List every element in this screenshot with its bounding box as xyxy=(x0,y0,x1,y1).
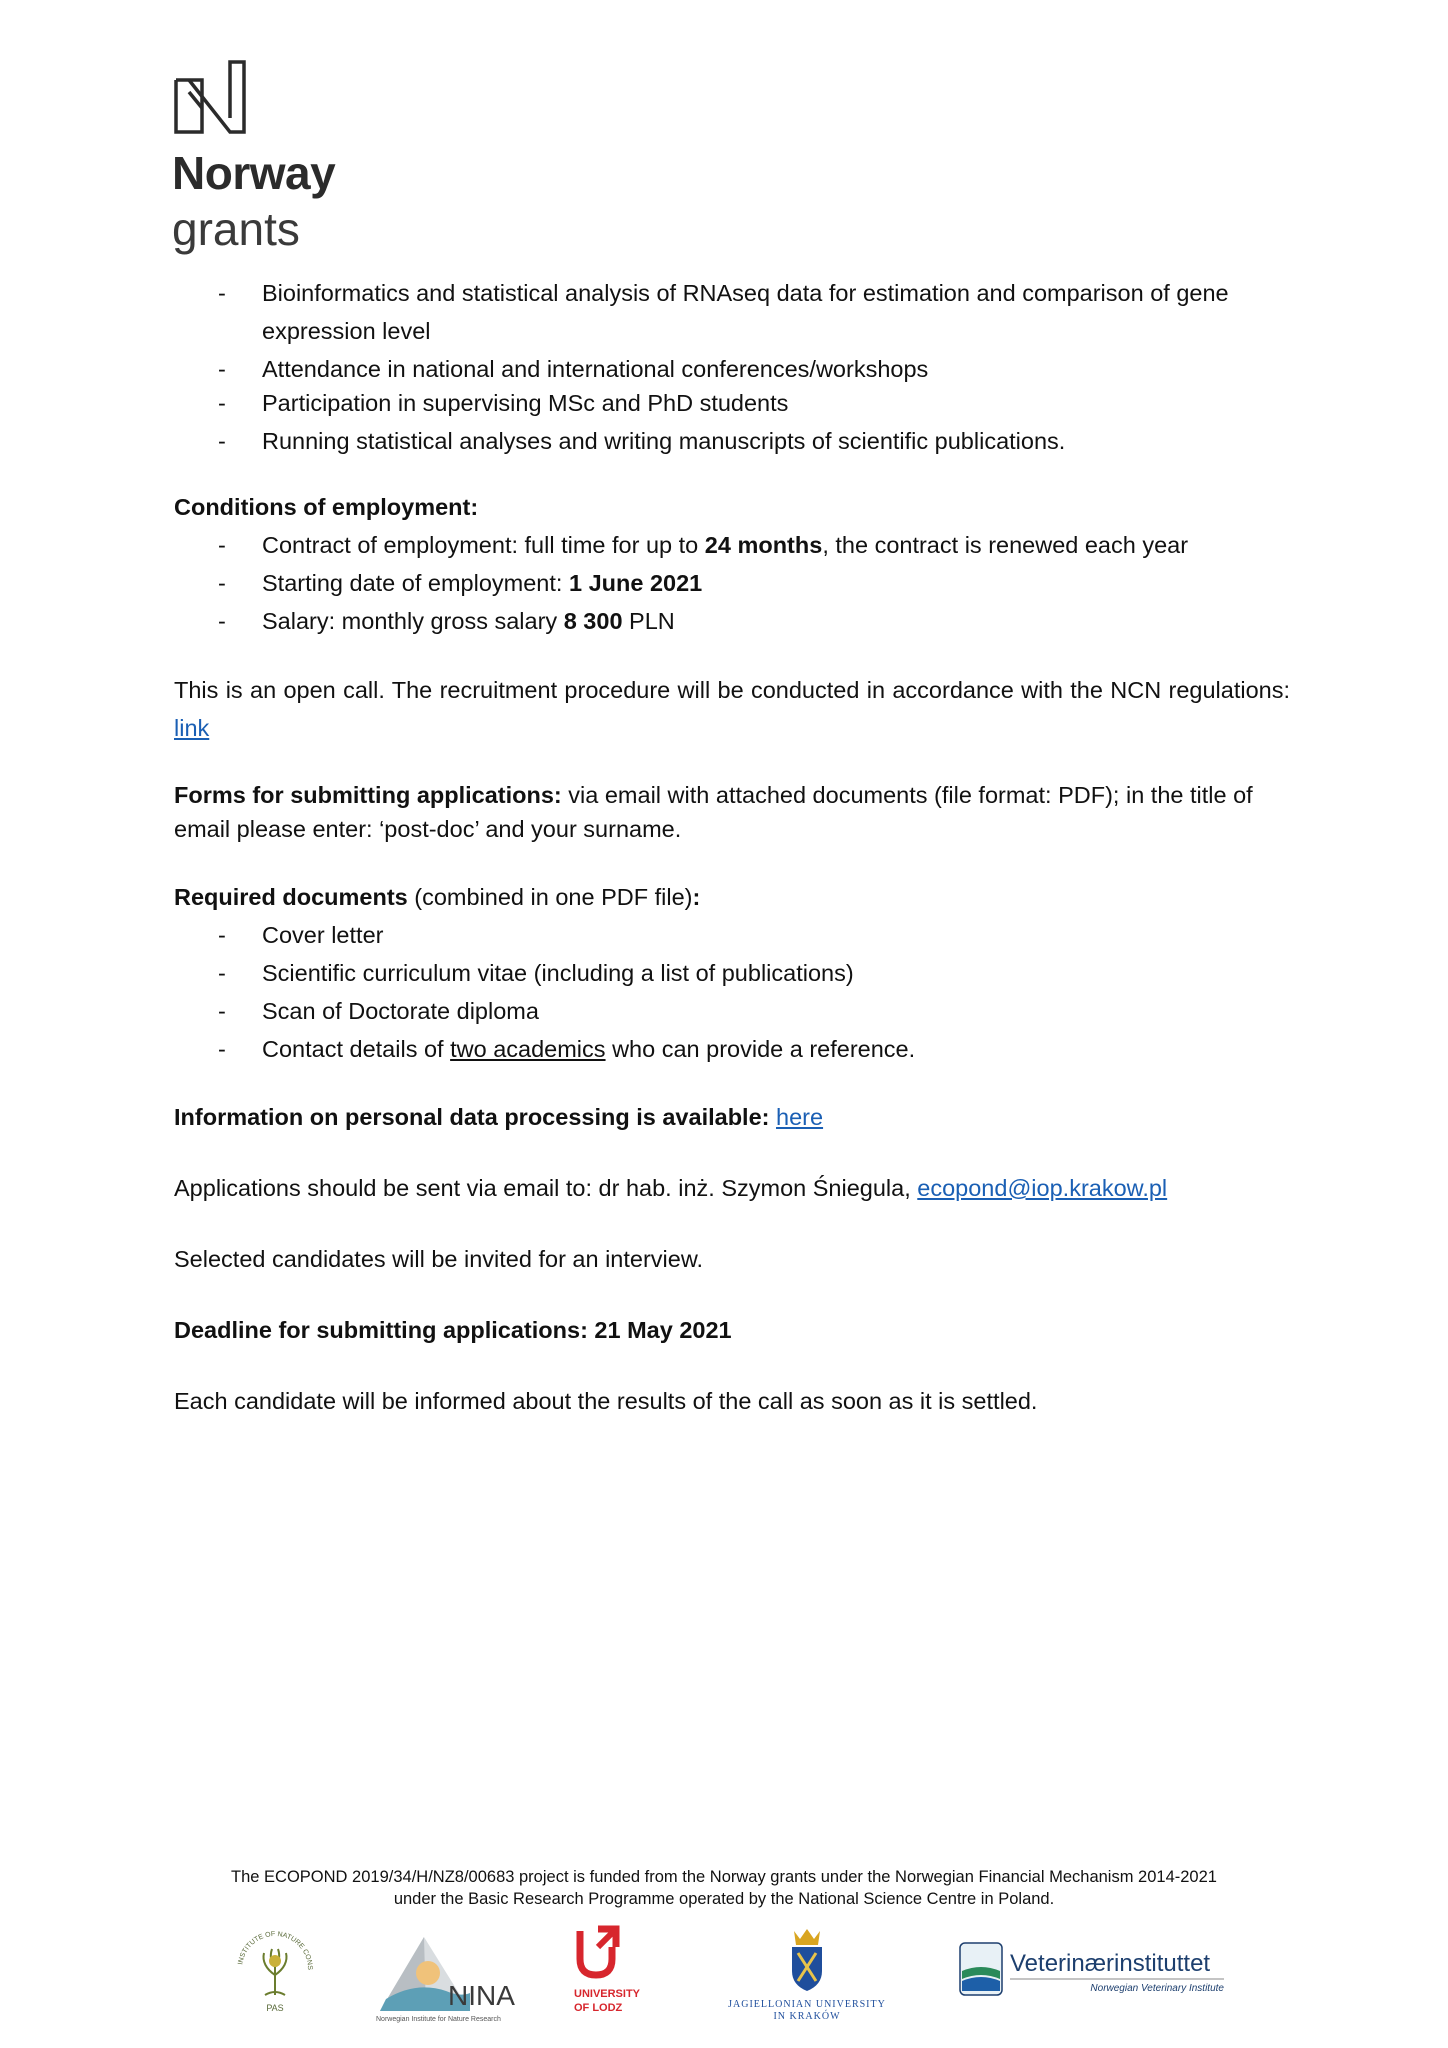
logo-word-norway: Norway xyxy=(172,147,336,199)
jagiellonian-university-logo xyxy=(712,1927,902,2023)
contact-rest: who can provide a reference. xyxy=(605,1036,916,1062)
inc-pas-arc-text: INSTITUTE OF NATURE CONS xyxy=(237,1930,314,1971)
inc-pas-text: PAS xyxy=(266,2003,284,2013)
bullet-dash: - xyxy=(218,1036,226,1062)
ncn-regulations-link[interactable]: link xyxy=(174,715,210,741)
contract-duration: 24 months xyxy=(704,532,823,558)
list-item xyxy=(174,916,1290,954)
bullet-dash: - xyxy=(218,532,226,558)
required-item: Scientific curriculum vitae (including a list of publications) xyxy=(262,960,854,986)
duty-text: Bioinformatics and statistical analysis of RNAseq data for estimation and comparison of gene expression level xyxy=(262,280,1229,344)
required-colon: : xyxy=(692,884,701,910)
bullet-dash: - xyxy=(218,390,226,416)
university-of-lodz-logo xyxy=(570,1925,660,2021)
open-call-paragraph xyxy=(174,671,1290,747)
deadline-paragraph: Deadline for submitting applications: 21 May 2021 xyxy=(174,1317,732,1343)
nina-name: NINA xyxy=(448,1980,515,2011)
ju-line-1: JAGIELLONIAN UNIVERSITY xyxy=(728,1999,886,2010)
applications-text: Applications should be sent via email to: dr hab. inż. Szymon Śniegula, xyxy=(174,1175,918,1201)
bullet-dash: - xyxy=(218,998,226,1024)
forms-text: via email with attached documents (file format: PDF); in the title of email please enter: ‘post-doc’ and your surname. xyxy=(174,782,1253,842)
norway-grants-mark-icon xyxy=(172,58,252,138)
contract-text: Contract of employment: full time for up to xyxy=(262,532,705,558)
funding-line-1: The ECOPOND 2019/34/H/NZ8/00683 project is funded from the Norway grants under the Norwegian Financial Mechanism 2014-2021 xyxy=(231,1868,1217,1886)
bullet-dash: - xyxy=(218,280,226,306)
lodz-emblem-icon xyxy=(570,1925,660,2021)
logo-word-grants: grants xyxy=(172,203,300,255)
start-text: Starting date of employment: xyxy=(262,570,569,596)
list-item xyxy=(174,384,1290,422)
contract-renewal: , the contract is renewed each year xyxy=(822,532,1189,558)
interview-paragraph: Selected candidates will be invited for an interview. xyxy=(174,1246,704,1272)
personal-data-label: Information on personal data processing is available: xyxy=(174,1104,770,1130)
open-call-text: This is an open call. The recruitment procedure will be conducted in accordance with the NCN regulations: xyxy=(174,677,1290,703)
start-date: 1 June 2021 xyxy=(568,570,703,596)
salary-amount: 8 300 xyxy=(563,608,623,634)
duties-list xyxy=(174,274,1290,460)
required-label: Required documents xyxy=(174,884,408,910)
required-item: Cover letter xyxy=(262,922,384,948)
lodz-line-1: UNIVERSITY xyxy=(574,1988,641,2000)
norway-grants-logo xyxy=(172,58,372,258)
list-item xyxy=(174,564,1290,602)
bullet-dash: - xyxy=(218,428,226,454)
bullet-dash: - xyxy=(218,960,226,986)
duty-text: Running statistical analyses and writing manuscripts of scientific publications. xyxy=(262,428,1066,454)
bullet-dash: - xyxy=(218,922,226,948)
vet-subtitle: Norwegian Veterinary Institute xyxy=(1090,1983,1224,1994)
conditions-heading: Conditions of employment: xyxy=(174,494,479,520)
personal-data-paragraph xyxy=(174,1098,1290,1136)
funding-footer xyxy=(160,1866,1288,1910)
list-item xyxy=(174,602,1290,640)
list-item xyxy=(174,526,1290,564)
duty-text: Participation in supervising MSc and PhD students xyxy=(262,390,789,416)
inc-pas-logo xyxy=(232,1925,318,2017)
salary-text: Salary: monthly gross salary xyxy=(262,608,564,634)
duty-text: Attendance in national and international conferences/workshops xyxy=(262,356,929,382)
veterinaerinstituttet-logo xyxy=(958,1941,1228,2001)
email-link[interactable]: ecopond@iop.krakow.pl xyxy=(917,1175,1168,1201)
ju-crest-icon xyxy=(712,1927,902,2023)
nina-emblem-icon xyxy=(376,1933,516,2023)
bullet-dash: - xyxy=(218,356,226,382)
list-item xyxy=(174,992,1290,1030)
bullet-dash: - xyxy=(218,608,226,634)
partner-logos xyxy=(0,1925,1448,2025)
forms-label: Forms for submitting applications: xyxy=(174,782,562,808)
funding-line-2: under the Basic Research Programme operated by the National Science Centre in Poland. xyxy=(393,1890,1055,1908)
vet-emblem-icon xyxy=(958,1941,1228,2001)
required-item: Scan of Doctorate diploma xyxy=(262,998,539,1024)
salary-currency: PLN xyxy=(622,608,675,634)
lodz-line-2: OF LODZ xyxy=(574,2002,623,2014)
personal-data-link[interactable]: here xyxy=(776,1104,824,1130)
inc-pas-emblem-icon xyxy=(232,1925,318,2017)
required-heading xyxy=(174,878,1290,916)
list-item xyxy=(174,350,1290,388)
bullet-dash: - xyxy=(218,570,226,596)
ju-line-2: IN KRAKÓW xyxy=(773,2011,841,2022)
required-documents-section xyxy=(174,878,1290,1068)
list-item xyxy=(174,422,1290,460)
contact-text: Contact details of xyxy=(262,1036,451,1062)
applications-paragraph xyxy=(174,1169,1290,1207)
nina-subtitle: Norwegian Institute for Nature Research xyxy=(376,2016,501,2023)
list-item xyxy=(174,1030,1290,1068)
results-paragraph: Each candidate will be informed about the results of the call as soon as it is settled. xyxy=(174,1388,1038,1414)
two-academics: two academics xyxy=(450,1036,606,1062)
list-item xyxy=(174,954,1290,992)
forms-paragraph xyxy=(174,778,1290,846)
conditions-section xyxy=(174,488,1290,640)
vet-name: Veterinærinstituttet xyxy=(1010,1950,1211,1977)
required-paren: (combined in one PDF file) xyxy=(407,884,693,910)
list-item xyxy=(174,274,1290,350)
nina-logo xyxy=(376,1933,516,2023)
